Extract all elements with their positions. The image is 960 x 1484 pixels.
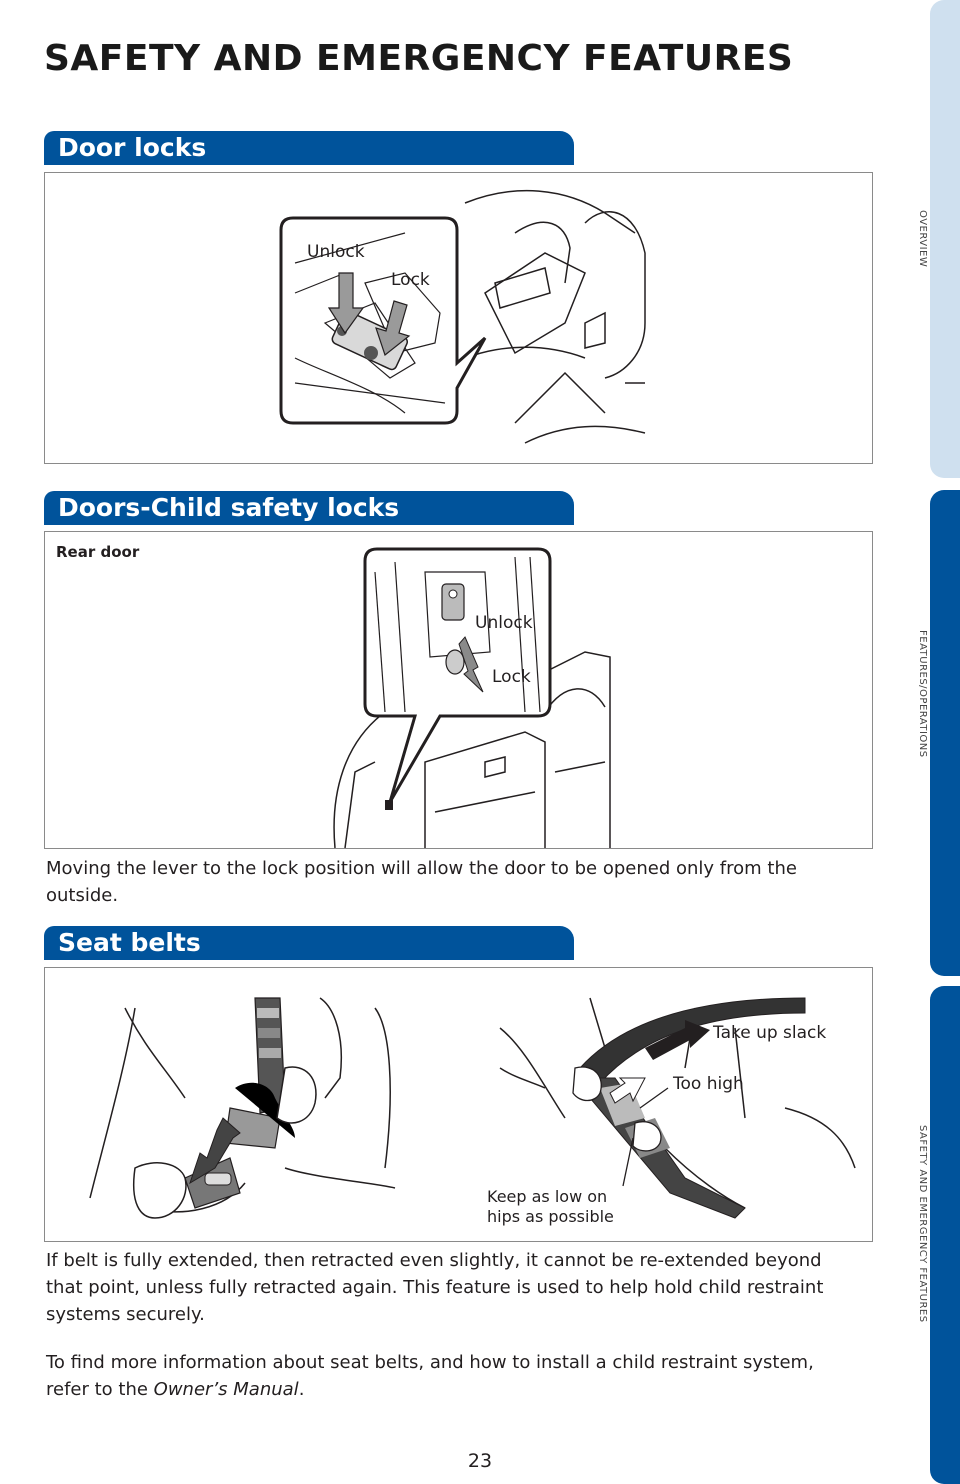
child-lock-unlock-label: Unlock [475, 613, 533, 633]
more-info-suffix: . [298, 1379, 305, 1400]
section-heading-door-locks: Door locks [44, 131, 574, 165]
door-lock-lock-label: Lock [391, 270, 430, 290]
too-high-label: Too high [673, 1074, 744, 1094]
more-info-prefix: To find more information about seat belts, and how to install a child restraint system, refer to the [46, 1352, 814, 1400]
sidebar-nav [926, 0, 960, 1484]
sidebar-label-features[interactable]: FEATURES/OPERATIONS [917, 630, 928, 758]
owners-manual-reference: Owner’s Manual [153, 1379, 299, 1400]
sidebar-tab-features-bg[interactable] [930, 490, 960, 976]
door-locks-illustration [44, 172, 873, 464]
door-lock-drawing [45, 173, 874, 465]
seat-belts-illustration [44, 967, 873, 1242]
door-lock-unlock-label: Unlock [307, 242, 365, 262]
section-heading-child-locks: Doors-Child safety locks [44, 491, 574, 525]
child-lock-lock-label: Lock [492, 667, 531, 687]
seat-belt-retraction-text: If belt is fully extended, then retracted even slightly, it cannot be re-extended beyond that point, unless fully retracted again. This feature is used to help hold child restraint systems securely. [46, 1250, 824, 1325]
sidebar-label-safety[interactable]: SAFETY AND EMERGENCY FEATURES [917, 1125, 928, 1323]
take-up-slack-label: Take up slack [713, 1023, 827, 1043]
keep-low-label-line2: hips as possible [487, 1207, 614, 1226]
page-number: 23 [467, 1450, 493, 1472]
sidebar-tab-safety-bg[interactable] [930, 986, 960, 1484]
page-title: SAFETY AND EMERGENCY FEATURES [44, 38, 794, 79]
child-lock-drawing [45, 532, 874, 850]
child-locks-illustration [44, 531, 873, 849]
section-heading-seat-belts: Seat belts [44, 926, 574, 960]
keep-low-label-line1: Keep as low on [487, 1187, 608, 1206]
seat-belt-more-info-text [46, 1349, 856, 1403]
seat-belt-drawing [45, 968, 874, 1243]
sidebar-label-overview[interactable]: OVERVIEW [917, 210, 928, 268]
sidebar-tab-overview-bg[interactable] [930, 0, 960, 478]
child-lock-description: Moving the lever to the lock position will allow the door to be opened only from the outside. [46, 858, 797, 906]
rear-door-label: Rear door [56, 543, 140, 561]
